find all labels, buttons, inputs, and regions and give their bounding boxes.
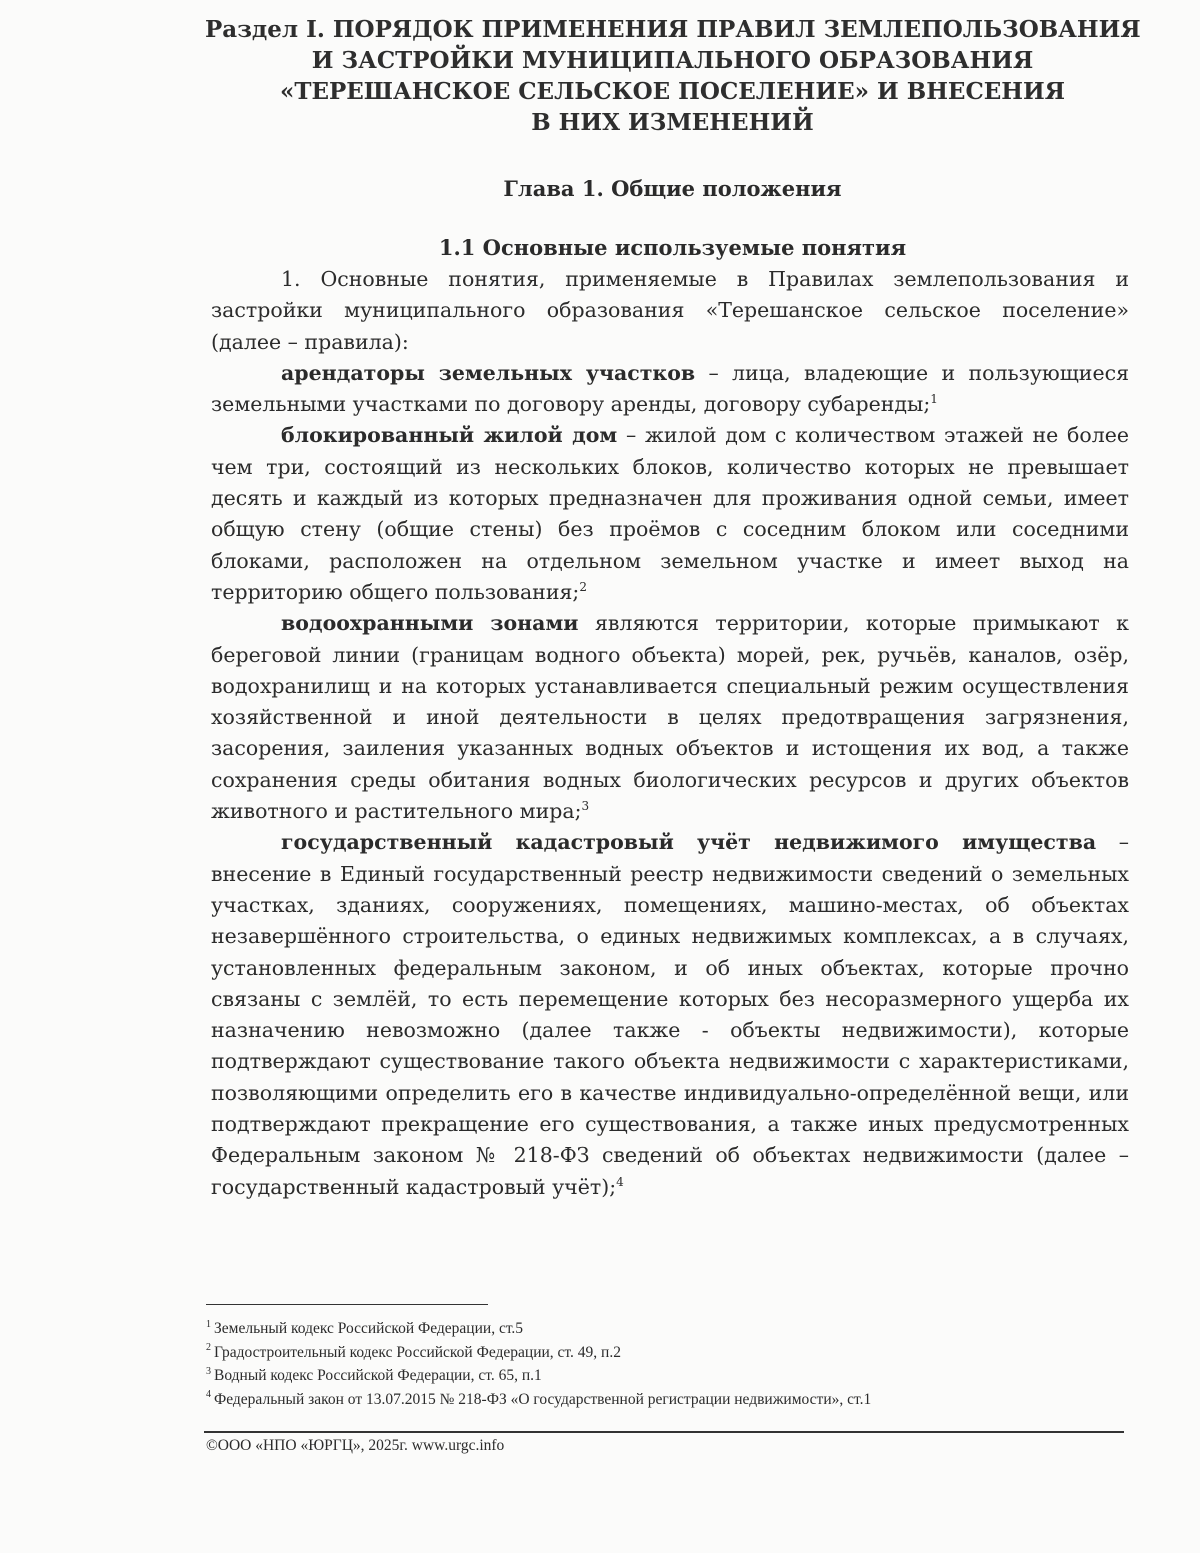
section-title-line: «ТЕРЕШАНСКОЕ СЕЛЬСКОЕ ПОСЕЛЕНИЕ» И ВНЕСЕНИЯ: [279, 78, 1066, 105]
footnote-separator: [206, 1304, 488, 1305]
footnote: [206, 1317, 1136, 1341]
definition-text: – лица, владеющие и пользующиеся земельными участками по договору аренды, договору субаренды;: [211, 360, 1130, 417]
section-title-line: И ЗАСТРОЙКИ МУНИЦИПАЛЬНОГО ОБРАЗОВАНИЯ: [311, 47, 1034, 74]
section-title: [205, 14, 1140, 138]
footnote-text: Градостроительный кодекс Российской Федерации, ст. 49, п.2: [214, 1343, 621, 1361]
definition-text: – жилой дом с количеством этажей не более чем три, состоящий из нескольких блоков, количество которых не превышает десять и каждый из которых предназначен для проживания одной семьи, имеет общую стену (общие стены) без проёмов с соседним блоком или соседними блоками, расположен на отдельном земельном участке и имеет выход на территорию общего пользования;: [211, 423, 1129, 604]
definition-paragraph: [211, 827, 1129, 1203]
footnote-ref: 2: [579, 580, 587, 595]
footnote: [206, 1364, 1136, 1388]
definition-term: водоохранными зонами: [281, 611, 579, 636]
footnote: [206, 1388, 1136, 1412]
definition-paragraph: [211, 420, 1129, 608]
footnote-number: 2: [206, 1342, 211, 1354]
footnotes: [206, 1317, 1136, 1411]
footnote-number: 4: [206, 1389, 211, 1401]
definition-term: государственный кадастровый учёт недвижимого имущества: [281, 830, 1097, 855]
footer-copyright: ©ООО «НПО «ЮРГЦ», 2025г. www.urgc.info: [206, 1437, 505, 1454]
body-text: [211, 264, 1129, 1203]
intro-paragraph: 1. Основные понятия, применяемые в Правилах землепользования и застройки муниципального образования «Терешанское сельское поселение» (далее – правила):: [211, 267, 1129, 354]
footnote-number: 1: [206, 1318, 211, 1330]
definition-text: – внесение в Единый государственный реестр недвижимости сведений о земельных участках, зданиях, сооружениях, помещениях, машино-местах, об объектах незавершённого строительства, о единых недвижимых комплексах, а в случаях, установленных федеральным законом, и об иных объектах, которые прочно связаны с землёй, то есть перемещение которых без несоразмерного ущерба их назначению невозможно (далее также - объекты недвижимости), которые подтверждают существование такого объекта недвижимости с характеристиками, позволяющими определить его в качестве индивидуально-определённой вещи, или подтверждают прекращение его существования, а также иных предусмотренных Федеральным законом № 218-ФЗ сведений об объектах недвижимости (далее – государственный кадастровый учёт);: [211, 830, 1129, 1199]
footnote-text: Земельный кодекс Российской Федерации, ст.5: [214, 1320, 524, 1337]
definition-paragraph: [211, 358, 1129, 421]
definition-term: блокированный жилой дом: [281, 423, 618, 448]
footnote-text: Федеральный закон от 13.07.2015 № 218-ФЗ «О государственной регистрации недвижимости», ст.1: [214, 1390, 872, 1408]
footnote-ref: 4: [616, 1174, 624, 1189]
footnote-text: Водный кодекс Российской Федерации, ст. 65, п.1: [214, 1367, 542, 1384]
footnote-number: 3: [206, 1365, 211, 1377]
definition-text: являются территории, которые примыкают к береговой линии (границам водного объекта) морей, рек, ручьёв, каналов, озёр, водохранилищ и на которых устанавливается специальный режим осуществления хозяйственной и иной деятельности в целях предотвращения загрязнения, засорения, заиления указанных водных объектов и истощения их вод, а также сохранения среды обитания водных биологических ресурсов и других объектов животного и растительного мира;: [211, 611, 1129, 824]
footnote-ref: 1: [930, 392, 938, 407]
footnote: [206, 1341, 1136, 1365]
section-title-line: Раздел I. ПОРЯДОК ПРИМЕНЕНИЯ ПРАВИЛ ЗЕМЛЕПОЛЬЗОВАНИЯ: [205, 16, 1141, 43]
subsection-title: 1.1 Основные используемые понятия: [438, 235, 907, 260]
definition-term: арендаторы земельных участков: [281, 360, 696, 385]
chapter-title: Глава 1. Общие положения: [503, 176, 842, 201]
footnote-ref: 3: [581, 799, 590, 814]
definition-paragraph: [211, 608, 1129, 827]
footer-separator: [204, 1431, 1124, 1433]
section-title-line: В НИХ ИЗМЕНЕНИЙ: [531, 109, 814, 136]
